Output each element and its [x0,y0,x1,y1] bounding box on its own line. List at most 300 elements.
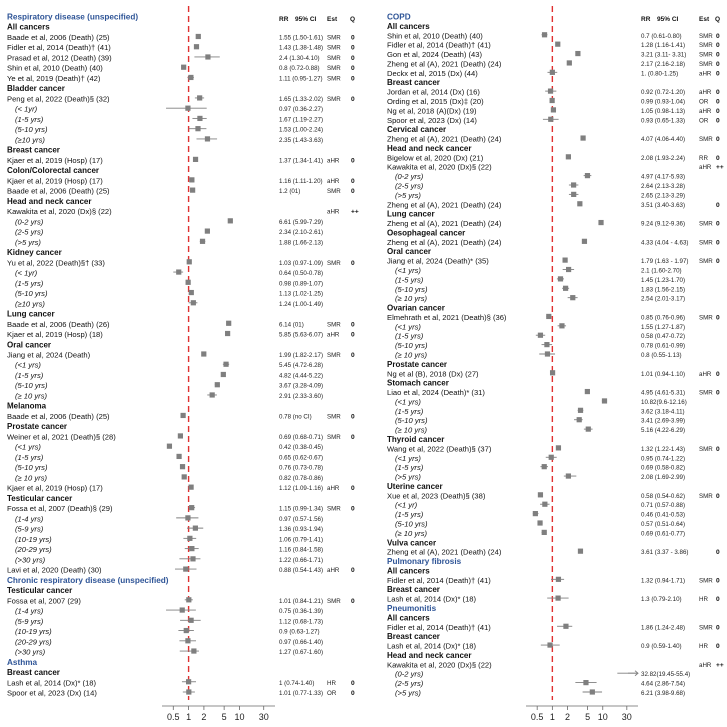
estimate-type: SMR [327,34,341,42]
point-estimate-marker [566,267,571,272]
rr-ci-value: 6.61 (5.99-7.29) [279,218,324,226]
rr-ci-value: 0.64 (0.50-0.78) [279,270,324,278]
study-label: Spoor et al, 2023 (Dx) (14) [387,115,477,125]
x-tick-label: 10 [234,712,245,722]
rr-ci-value: 4.82 (4.44-5.22) [279,372,324,380]
rr-ci-value: 1.01 (0.94-1.10) [641,370,686,378]
study-label: Zheng et al (A), 2021 (Death) (24) [387,134,502,144]
subgroup-label: (5-10 yrs) [395,416,428,426]
rr-ci-value: 2.54 (2.01-3.17) [641,295,686,303]
quality-score: 0 [351,321,355,329]
study-label: Weiner et al, 2021 (Death)§ (28) [7,432,116,442]
cancer-type-header: Melanoma [7,401,47,411]
subgroup-label: (≥10 yrs) [15,299,45,309]
study-label: Lash et al, 2014 (Dx)* (18) [387,594,477,604]
subgroup-label: (1-5 yrs) [395,331,424,341]
point-estimate-marker [189,546,194,551]
rr-ci-value: 9.24 (9.12-9.36) [641,220,686,228]
quality-score: 0 [351,44,355,52]
study-label: Zheng et al (A), 2021 (Death) (24) [387,219,502,229]
quality-score: 0 [716,492,720,500]
point-estimate-marker [228,218,233,223]
rr-ci-value: 4.97 (4.17-5.93) [641,173,686,181]
cancer-type-header: Prostate cancer [387,359,448,369]
x-tick-label: 1 [186,712,192,722]
cancer-type-header: Bladder cancer [7,84,65,94]
rr-ci-value: 1.15 (0.99-1.34) [279,505,324,513]
rr-ci-value: 1.43 (1.38-1.48) [279,44,324,52]
rr-ci-value: 0.9 (0.63-1.27) [279,628,320,636]
subgroup-label: (≥ 10 yrs) [15,391,48,401]
rr-ci-value: 4.95 (4.61-5.31) [641,389,686,397]
point-estimate-marker [585,173,590,178]
estimate-type: SMR [327,75,341,83]
rr-ci-value: 1.65 (1.33-2.02) [279,95,324,103]
study-label: Ng et al, 2018 (A)(Dx) (19) [387,106,477,116]
estimate-type: aHR [327,567,340,575]
forest-panel-1 [7,6,359,722]
x-tick-label: 10 [597,712,608,722]
quality-score: 0 [716,577,720,585]
rr-ci-value: 1.03 (0.97-1.09) [279,259,324,267]
quality-score: 0 [351,34,355,42]
rr-ci-value: 0.46 (0.41-0.53) [641,511,686,519]
rr-ci-value: 0.71 (0.57-0.88) [641,502,686,510]
point-estimate-marker [193,526,198,531]
subgroup-label: (20-29 yrs) [15,637,52,647]
rr-ci-value: 3.51 (3.40-3.63) [641,201,686,209]
subgroup-label: (2-5 yrs) [395,181,424,191]
cancer-type-header: Thyroid cancer [387,435,445,444]
cancer-type-header: Breast cancer [387,78,440,88]
estimate-type: aHR [327,157,340,165]
estimate-type: aHR [327,177,340,185]
point-estimate-marker [184,628,189,633]
point-estimate-marker [205,228,210,233]
cancer-type-header: Prostate cancer [7,422,68,432]
subgroup-label: (5-10 yrs) [395,519,428,529]
point-estimate-marker [556,577,561,582]
study-label: Kjaer et al, 2019 (Hosp) (17) [7,483,103,493]
forest-panel-2 [387,6,724,722]
estimate-type: SMR [327,95,341,103]
point-estimate-marker [547,642,552,647]
quality-score: ++ [716,164,724,172]
estimate-type: aHR [327,485,340,493]
estimate-type: SMR [327,65,341,73]
point-estimate-marker [167,444,172,449]
rr-ci-value: 3.21 (3.11- 3.31) [641,51,687,59]
estimate-type: aHR [699,89,712,97]
cancer-type-header: Breast cancer [7,145,60,155]
quality-score: 0 [716,60,720,68]
rr-ci-value: 1.24 (1.00-1.49) [279,300,324,308]
rr-ci-value: 6.14 (01) [279,321,304,329]
study-label: Gon et al, 2024 (Death) (43) [387,50,482,60]
rr-ci-value: 2.4 (1.30-4.10) [279,54,320,62]
point-estimate-marker [226,321,231,326]
quality-score: 0 [716,136,720,144]
rr-ci-value: 1.55 (1.50-1.61) [279,34,324,42]
point-estimate-marker [556,596,561,601]
rr-ci-value: 2.64 (2.13-3.28) [641,183,686,190]
point-estimate-marker [187,259,192,264]
study-label: Fidler et al, 2014 (Death)† (41) [387,622,491,632]
rr-ci-value: 1.3 (0.79-2.10) [641,596,682,604]
point-estimate-marker [542,32,547,37]
point-estimate-marker [556,445,561,450]
point-estimate-marker [602,398,607,403]
cancer-type-header: Head and neck cancer [7,196,92,206]
rr-ci-value: 2.35 (1.43-3.63) [279,136,324,144]
rr-ci-value: 1.22 (0.66-1.71) [279,556,324,564]
subgroup-label: (5-10 yrs) [15,289,48,299]
subgroup-label: (10-19 yrs) [15,534,52,544]
rr-ci-value: 0.78 (no CI) [279,413,312,421]
rr-ci-value: 1.88 (1.66-2.13) [279,239,324,247]
point-estimate-marker [176,269,181,274]
rr-ci-value: 0.8 (0.55-1.13) [641,352,682,359]
quality-score: 0 [716,258,720,266]
study-label: Shin et al, 2010 (Death) (40) [7,63,103,73]
point-estimate-marker [567,60,572,65]
x-tick-label: 5 [221,712,227,722]
quality-score: 0 [716,117,720,125]
point-estimate-marker [193,157,198,162]
study-label: Kawakita et al, 2020 (Dx)§ (22) [387,162,492,172]
estimate-type: SMR [699,624,713,632]
point-estimate-marker [590,689,595,694]
estimate-type: SMR [699,577,713,585]
quality-score: 0 [716,239,720,247]
rr-ci-value: 1.01 (0.84-1.21) [279,597,324,605]
subgroup-label: (>30 yrs) [15,555,46,565]
x-tick-label: 30 [258,712,269,722]
quality-score: 0 [351,690,355,697]
quality-score: 0 [716,51,720,59]
point-estimate-marker [563,258,568,263]
point-estimate-marker [558,276,563,281]
rr-ci-value: 32.82(19.45-55.4) [641,671,691,679]
point-estimate-marker [189,177,194,182]
subgroup-label: (≥ 10 yrs) [395,350,428,360]
estimate-type: OR [327,690,337,697]
rr-ci-value: 0.69 (0.58-0.82) [641,464,686,472]
quality-score: ++ [716,661,724,669]
study-label: Lash et al, 2014 (Dx)* (18) [7,678,97,688]
subgroup-label: (1-4 yrs) [15,514,44,524]
quality-score: 0 [351,259,355,267]
quality-score: ++ [351,208,359,216]
estimate-type: SMR [327,413,341,421]
rr-ci-value: 0.93 (0.65-1.33) [641,117,686,125]
point-estimate-marker [583,680,588,685]
estimate-type: SMR [699,60,713,68]
quality-score: 0 [716,154,720,162]
point-estimate-marker [180,464,185,469]
study-label: Kawakita et al, 2020 (Dx)§ (22) [7,207,112,217]
point-estimate-marker [559,323,564,328]
rr-ci-value: 0.75 (0.36-1.39) [279,608,324,616]
rr-ci-value: 1.06 (0.79-1.41) [279,536,324,544]
x-tick-label: 30 [621,712,632,722]
column-header-est: Est [327,16,338,23]
quality-score: 0 [716,107,720,115]
subgroup-label: (5-10 yrs) [15,381,48,391]
study-label: Zheng et al (A), 2021 (Death) (24) [387,547,502,557]
point-estimate-marker [585,389,590,394]
quality-score: 0 [351,177,355,185]
study-label: Spoor et al, 2023 (Dx) (14) [7,688,97,698]
subgroup-label: (5-10 yrs) [395,341,428,351]
group-title: Respiratory disease (unspecified) [7,12,139,22]
point-estimate-marker [566,154,571,159]
subgroup-label: (2-5 yrs) [15,227,44,237]
study-label: Wang et al, 2022 (Death)§ (37) [387,444,492,454]
point-estimate-marker [575,51,580,56]
rr-ci-value: 1.28 (1.16-1.41) [641,42,686,50]
quality-score: 0 [351,75,355,83]
subgroup-label: (<1 yrs) [395,266,421,275]
study-label: Deckx et al, 2015 (Dx) (44) [387,68,478,78]
cancer-type-header: Colon/Colorectal cancer [7,166,100,176]
point-estimate-marker [195,126,200,131]
rr-ci-value: 4.33 (4.04 - 4.63) [641,239,689,247]
quality-score: 0 [716,314,720,322]
rr-ci-value: 3.41 (2.69-3.99) [641,417,686,425]
subgroup-label: (>30 yrs) [15,647,46,657]
estimate-type: HR [327,679,336,687]
rr-ci-value: 6.21 (3.98-9.68) [641,690,686,697]
estimate-type: HR [699,596,708,604]
study-label: Fidler et al, 2014 (Death)† (41) [7,43,111,53]
rr-ci-value: 1.83 (1.56-2.15) [641,286,686,294]
column-header-rr: RR [279,16,289,23]
estimate-type: SMR [699,32,713,40]
subgroup-label: (<1 yrs) [395,397,421,407]
estimate-type: SMR [327,321,341,329]
subgroup-label: (≥10 yrs) [15,135,45,145]
estimate-type: aHR [327,208,340,216]
cancer-type-header: Stomach cancer [387,378,449,388]
estimate-type: SMR [327,259,341,267]
quality-score: 0 [351,567,355,575]
rr-ci-value: 0.69 (0.61-0.77) [641,530,686,538]
estimate-type: HR [699,643,708,651]
estimate-type: SMR [699,136,713,144]
quality-score: 0 [716,445,720,453]
study-label: Lash et al, 2014 (Dx)* (18) [387,641,477,651]
x-tick-label: 1 [549,712,555,722]
point-estimate-marker [185,106,190,111]
rr-ci-value: 0.57 (0.51-0.64) [641,521,686,528]
cancer-type-header: Testicular cancer [7,586,73,596]
rr-ci-value: 1 (0.74-1.40) [279,679,315,687]
rr-ci-value: 2.17 (2.16-2.18) [641,60,686,68]
point-estimate-marker [548,117,553,122]
rr-ci-value: 1.16 (0.84-1.58) [279,546,324,554]
point-estimate-marker [186,679,191,684]
point-estimate-marker [563,624,568,629]
point-estimate-marker [186,280,191,285]
estimate-type: SMR [327,597,341,605]
point-estimate-marker [586,427,591,432]
rr-ci-value: 0.95 (0.74-1.22) [641,455,686,463]
point-estimate-marker [545,351,550,356]
subgroup-label: (≥ 10 yrs) [15,473,48,483]
point-estimate-marker [185,638,190,643]
rr-ci-value: 0.97 (0.57-1.56) [279,515,324,523]
study-label: Zheng et al (A), 2021 (Death) (24) [387,200,502,210]
subgroup-label: (5-9 yrs) [15,524,44,534]
estimate-type: SMR [699,220,713,228]
group-title: Pneumonitis [387,604,437,613]
x-tick-label: 2 [565,712,571,722]
rr-ci-value: 1.37 (1.34-1.41) [279,157,324,165]
rr-ci-value: 5.85 (5.63-6.07) [279,331,324,339]
estimate-type: aHR [699,164,712,172]
subgroup-label: (<1 yrs) [15,442,41,452]
quality-score: 0 [351,331,355,339]
rr-ci-value: 1.99 (1.82-2.17) [279,352,324,359]
point-estimate-marker [194,44,199,49]
subgroup-label: (1-5 yrs) [395,510,424,520]
rr-ci-value: 0.42 (0.38-0.45) [279,444,324,452]
x-tick-label: 2 [201,712,207,722]
cancer-type-header: Kidney cancer [7,248,62,258]
study-label: Liao et al, 2024 (Death)* (31) [387,388,485,398]
point-estimate-marker [191,648,196,653]
point-estimate-marker [223,362,228,367]
point-estimate-marker [200,239,205,244]
point-estimate-marker [544,342,549,347]
point-estimate-marker [181,413,186,418]
study-label: Fidler et al, 2014 (Death)† (41) [387,575,491,585]
study-label: Zheng et al (A), 2021 (Death) (24) [387,237,502,247]
rr-ci-value: 1.16 (1.11-1.20) [279,177,323,185]
point-estimate-marker [215,382,220,387]
study-label: Kjaer et al, 2019 (Hosp) (17) [7,155,103,165]
point-estimate-marker [183,566,188,571]
estimate-type: aHR [699,370,712,378]
quality-score: 0 [351,188,355,196]
column-header-q: Q [715,16,721,23]
point-estimate-marker [186,689,191,694]
rr-ci-value: 0.58 (0.47-0.72) [641,333,686,341]
cancer-type-header: Head and neck cancer [387,143,472,153]
study-label: Elmehrath et al, 2021 (Death)§ (36) [387,312,507,322]
rr-ci-value: 0.82 (0.78-0.86) [279,474,324,482]
rr-ci-value: 2.1 (1.60-2.70) [641,267,682,275]
rr-ci-value: 1.32 (0.94-1.71) [641,577,686,585]
point-estimate-marker [189,290,194,295]
cancer-type-header: Head and neck cancer [387,650,472,660]
column-header-rr: RR [641,16,651,23]
point-estimate-marker [182,474,187,479]
point-estimate-marker [563,286,568,291]
point-estimate-marker [577,201,582,206]
rr-ci-value: 1.2 (01) [279,188,301,196]
x-tick-label: 0.5 [530,712,544,722]
point-estimate-marker [189,505,194,510]
study-label: Baade et al, 2006 (Death) (25) [7,32,110,42]
group-title: COPD [387,12,411,22]
point-estimate-marker [188,485,193,490]
estimate-type: SMR [327,433,341,441]
subgroup-label: (<1 yrs) [15,360,41,370]
cancer-type-header: Ovarian cancer [387,303,445,313]
rr-ci-value: 0.85 (0.76-0.96) [641,314,686,322]
point-estimate-marker [542,530,547,535]
estimate-type: SMR [699,258,713,266]
cancer-type-header: Uterine cancer [387,481,443,491]
rr-ci-value: 1. (0.80-1.25) [641,70,679,78]
cancer-type-header: Oral cancer [7,340,52,350]
quality-score: 0 [716,624,720,632]
subgroup-label: (1-4 yrs) [15,606,44,616]
quality-score: 0 [716,370,720,378]
study-label: Kjaer et al, 2019 (Hosp) (18) [7,330,103,340]
rr-ci-value: 0.9 (0.59-1.40) [641,643,682,651]
cancer-type-header: Lung cancer [7,309,55,319]
subgroup-label: (<1 yrs) [395,322,421,332]
point-estimate-marker [550,98,555,103]
quality-score: 0 [351,65,355,73]
quality-score: 0 [351,54,355,62]
point-estimate-marker [201,351,206,356]
study-label: Kjaer et al, 2019 (Hosp) (17) [7,176,103,186]
point-estimate-marker [180,607,185,612]
subgroup-label: (1-5 yrs) [395,275,424,285]
rr-ci-value: 1.55 (1.27-1.87) [641,323,686,331]
estimate-type: aHR [327,331,340,339]
rr-ci-value: 0.88 (0.54-1.43) [279,567,324,575]
cancer-type-header: Breast cancer [387,632,440,642]
estimate-type: SMR [699,445,713,453]
rr-ci-value: 2.08 (1.69-2.99) [641,474,686,482]
quality-score: 0 [716,89,720,97]
point-estimate-marker [533,511,538,516]
quality-score: 0 [716,70,720,78]
subgroup-label: (≥ 10 yrs) [395,528,428,538]
estimate-type: SMR [699,389,713,397]
rr-ci-value: 1.12 (1.09-1.16) [279,485,324,493]
quality-score: 0 [716,42,720,50]
rr-ci-value: 5.45 (4.72-6.28) [279,362,324,370]
subgroup-label: (< 1yr) [15,268,38,278]
rr-ci-value: 0.58 (0.54-0.62) [641,492,686,500]
estimate-type: SMR [699,492,713,500]
point-estimate-marker [190,556,195,561]
cancer-type-header: Breast cancer [7,668,60,678]
point-estimate-marker [598,220,603,225]
rr-ci-value: 0.97 (0.66-1.40) [279,638,324,646]
point-estimate-marker [176,454,181,459]
subgroup-label: (≥ 10 yrs) [395,425,428,435]
study-label: Baade et al, 2006 (Death) (25) [7,411,110,421]
point-estimate-marker [555,42,560,47]
point-estimate-marker [538,492,543,497]
rr-ci-value: 1.79 (1.63 - 1.97) [641,258,689,266]
estimate-type: SMR [699,42,713,50]
study-label: Prasad et al, 2012 (Death) (39) [7,53,112,63]
quality-score: 0 [716,98,720,106]
quality-score: 0 [716,643,720,651]
group-title: Pulmonary fibrosis [387,557,462,567]
estimate-type: SMR [699,314,713,322]
rr-ci-value: 1.13 (1.02-1.25) [279,290,324,298]
cancer-type-header: All cancers [387,613,430,623]
